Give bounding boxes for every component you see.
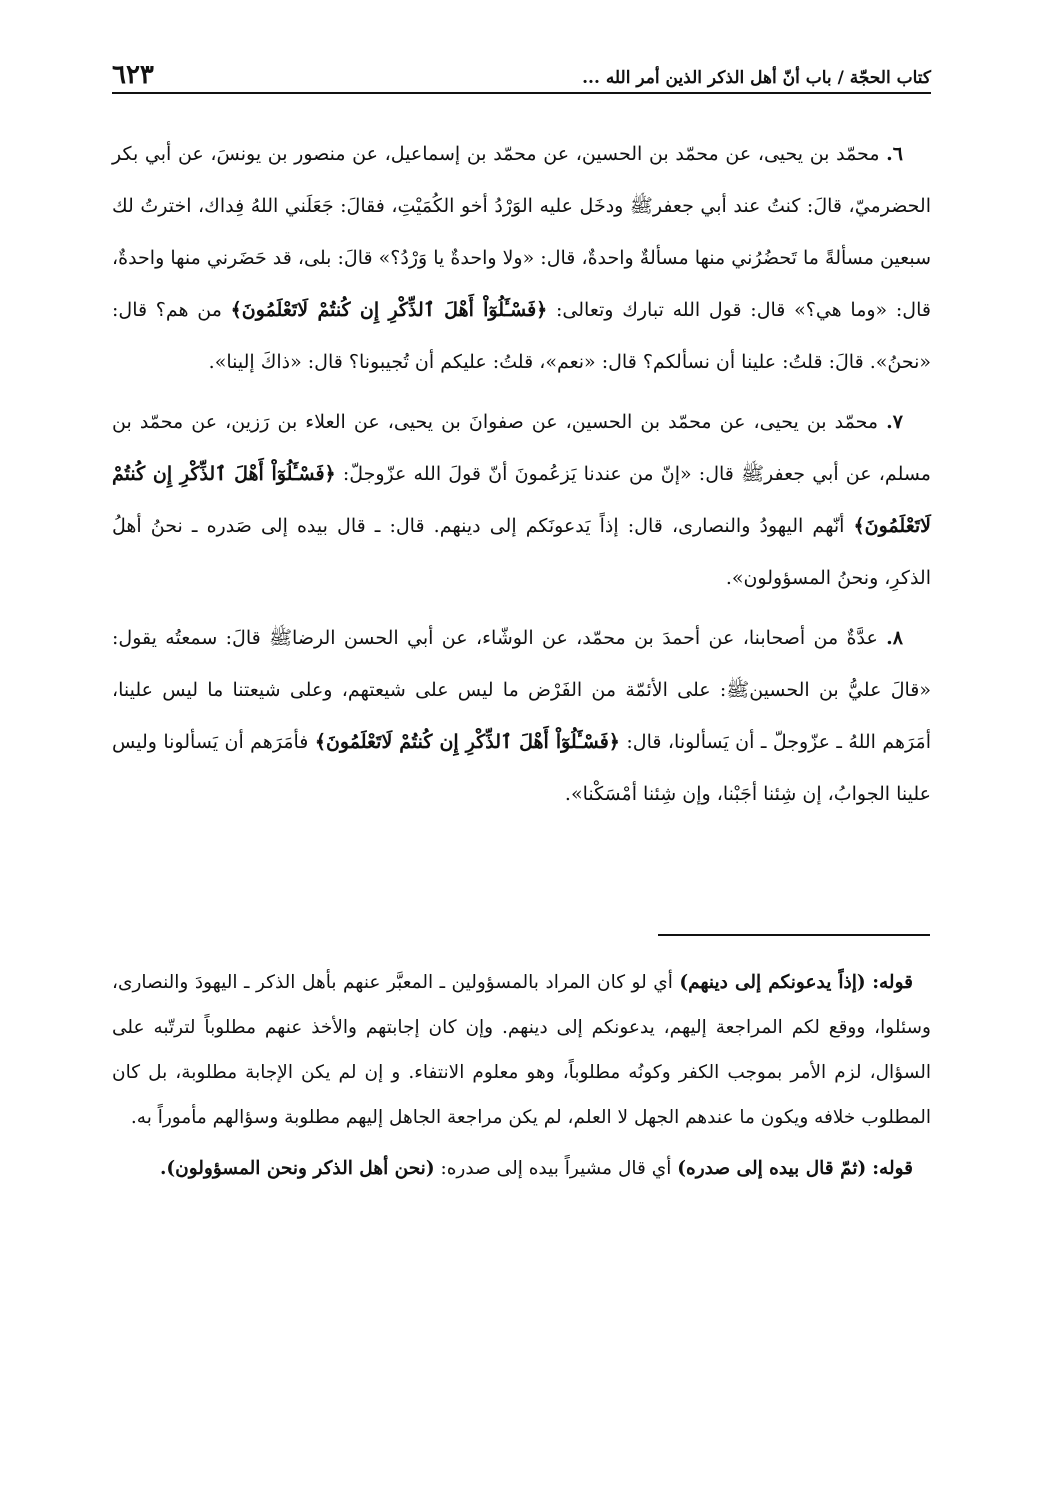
quran-verse: ﴿فَسْـَٔلُوٓاْ أَهْلَ ٱلذِّكْرِ إِن كُنتُمْ لَاتَعْلَمُونَ﴾ (230, 299, 548, 321)
hadith-number: ٨. (886, 627, 903, 649)
hadith-text: محمّد بن يحيى، عن محمّد بن الحسين، عن صفوانَ بن يحيى، عن العلاء بن رَزين، عن محمّد بن مسلم، عن أبي جعفرﷺ قال: «إنّ من عندنا يَزعُمونَ أنّ قولَ الله عزّوجلّ: (112, 411, 931, 485)
footnote-divider (658, 934, 930, 936)
note-label: قوله: (872, 1158, 913, 1179)
hadith-number: ٦. (886, 143, 903, 165)
hadith-text: أنّهم اليهودُ والنصارى، قال: إذاً يَدعونَكم إلى دينهم. قال: ـ قال بيده إلى صَدره ـ نحنُ أهلُ الذكرِ، ونحنُ المسؤولون». (112, 515, 931, 589)
hadith-text: من هم؟ قال: «نحنُ». قالَ: قلتُ: علينا أن نسألكم؟ قال: «نعم»، قلتُ: عليكم أن تُجيبونا؟ قال: «ذاكَ إلينا». (112, 299, 931, 373)
note-quote: (نحن أهل الذكر ونحن المسؤولون). (159, 1158, 435, 1179)
note-quote: (إذاً يدعونكم إلى دينهم) (679, 972, 866, 993)
hadith-text: محمّد بن يحيى، عن محمّد بن الحسين، عن محمّد بن إسماعيل، عن منصور بن يونسَ، عن أبي بكر الحضرميّ، قالَ: كنتُ عند أبي جعفرﷺ ودخَل عليه الوَرْدُ أخو الكُمَيْتِ، فقالَ: جَعَلَني اللهُ فِداك، اخترتُ لك سبعين مسألةً ما تَحضُرُني منها مسألةٌ واحدةٌ، قال: «ولا واحدةٌ يا وَرْدُ؟» قالَ: بلى، قد حَضَرني منها واحدةٌ، قال: «وما هي؟» قال: قول الله تبارك وتعالى: (112, 143, 931, 321)
page-header (112, 48, 931, 94)
hadith-paragraph (112, 396, 931, 604)
note-label: قوله: (872, 972, 913, 993)
main-text (112, 128, 931, 828)
note-quote: (ثمّ قال بيده إلى صدره) (677, 1158, 867, 1179)
hadith-text: عدَّةٌ من أصحابنا، عن أحمدَ بن محمّد، عن الوشّاء، عن أبي الحسن الرضاﷺ قالَ: سمعتُه يقول: «قالَ عليُّ بن الحسينﷺ: على الأئمّة من الفَرْض ما ليس على شيعتهم، وعلى شيعتنا ما ليس علينا، أمَرَهم اللهُ ـ عزّوجلّ ـ أن يَسألونا، قال: (112, 627, 931, 753)
note-text: أي لو كان المراد بالمسؤولين ـ المعبَّر عنهم بأهل الذكر ـ اليهودَ والنصارى، وسئلوا، ووقع لكم المراجعة إليهم، يدعونكم إلى دينهم. وإن كان إجابتهم والأخذ عنهم مطلوباً لترتّبه على السؤال، لزم الأمر بموجب الكفر وكونُه مطلوباً، وهو معلوم الانتفاء. و إن لم يكن الإجابة مطلوبة، بل كان المطلوب خلافه ويكون ما عندهم الجهل لا العلم، لم يكن مراجعة الجاهل إليهم مطلوبة وسؤالهم مأموراً به. (112, 972, 931, 1128)
hadith-paragraph (112, 128, 931, 388)
commentary-paragraph (112, 1146, 931, 1191)
running-header-title: كتاب الحجّة / باب أنّ أهل الذكر الذين أمر الله ... (582, 68, 931, 88)
hadith-paragraph (112, 612, 931, 820)
note-text: أي قال مشيراً بيده إلى صدره: (440, 1158, 672, 1179)
quran-verse: ﴿فَسْـَٔلُوٓاْ أَهْلَ ٱلذِّكْرِ إِن كُنتُمْ لَاتَعْلَمُونَ﴾ (112, 463, 931, 537)
hadith-number: ٧. (886, 411, 903, 433)
hadith-text: فأمَرَهم أن يَسألونا وليس علينا الجوابُ، إن شِئنا أجَبْنا، وإن شِئنا أمْسَكْنا». (112, 731, 931, 805)
quran-verse: ﴿فَسْـَٔلُوٓاْ أَهْلَ ٱلذِّكْرِ إِن كُنتُمْ لَاتَعْلَمُونَ﴾ (314, 731, 620, 753)
commentary-paragraph (112, 960, 931, 1140)
commentary-notes (112, 960, 931, 1197)
page-number: ٦٢٣ (112, 60, 154, 90)
